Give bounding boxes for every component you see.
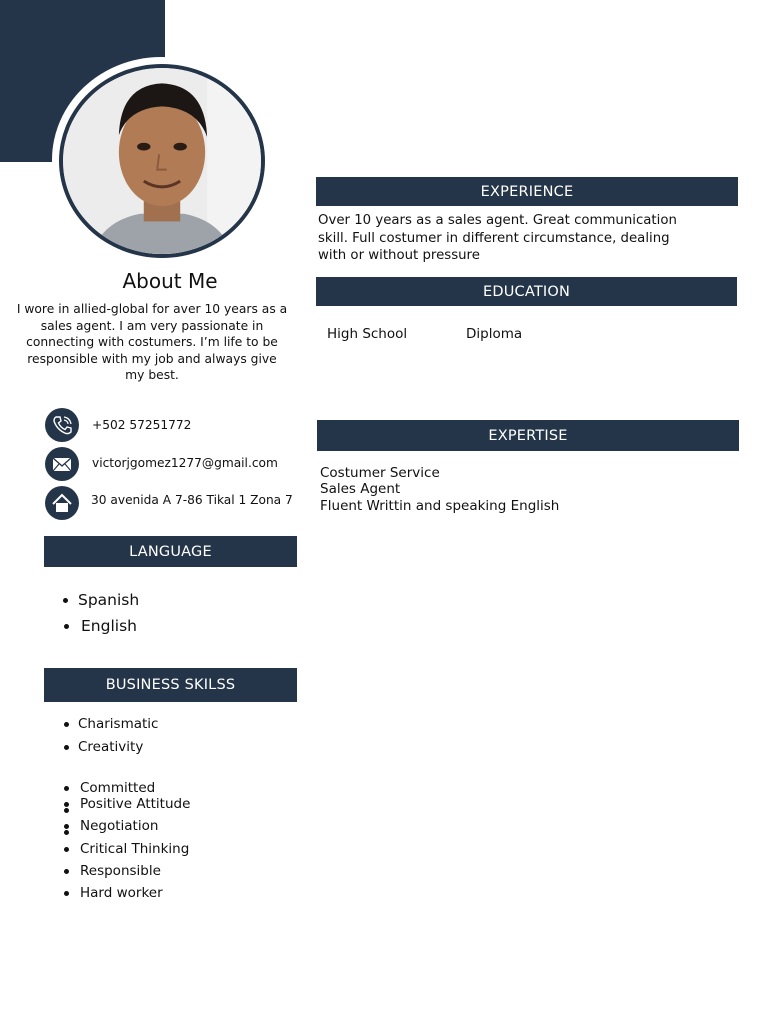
about-title: About Me — [122, 269, 218, 293]
profile-photo-illustration — [63, 68, 261, 254]
skill-item: Charismatic — [78, 716, 159, 732]
email-text: victorjgomez1277@gmail.com — [92, 456, 278, 470]
list-item — [64, 841, 189, 857]
bullet-icon — [63, 822, 70, 829]
business-skills-header: BUSINESS SKILSS — [44, 668, 297, 702]
list-item — [64, 796, 190, 812]
profile-photo — [59, 64, 265, 258]
phone-icon — [45, 408, 79, 442]
list-item — [64, 818, 158, 834]
skill-item: Hard worker — [80, 885, 163, 901]
education-school: High School — [327, 326, 408, 342]
list-item — [63, 591, 139, 609]
bullet-icon — [63, 743, 70, 750]
list-item — [64, 617, 137, 635]
expertise-header: EXPERTISE — [317, 420, 739, 451]
education-header: EDUCATION — [316, 277, 737, 306]
expertise-item: Sales Agent — [320, 481, 401, 498]
education-degree: Diploma — [466, 326, 523, 342]
skill-item: Critical Thinking — [80, 841, 190, 857]
bullet-icon — [63, 720, 70, 727]
skill-item: Negotiation — [80, 818, 159, 834]
skill-item: Responsible — [80, 863, 161, 879]
bullet-icon — [63, 784, 70, 791]
expertise-item: Costumer Service — [320, 465, 440, 481]
language-item: Spanish — [78, 591, 140, 609]
skill-item: Creativity — [78, 739, 144, 755]
expertise-item: Fluent Writtin and speaking English — [320, 497, 560, 514]
list-item — [64, 780, 155, 796]
experience-line: with or without pressure — [318, 248, 480, 263]
experience-header: EXPERIENCE — [316, 177, 738, 206]
bullet-icon — [62, 596, 69, 603]
phone-text: +502 57251772 — [92, 418, 192, 432]
list-item — [64, 716, 158, 732]
list-item — [64, 885, 163, 901]
experience-text — [318, 212, 718, 265]
bullet-icon — [63, 867, 70, 874]
email-icon — [45, 447, 79, 481]
expertise-list — [320, 465, 559, 514]
language-item: English — [81, 617, 137, 635]
skill-item: Positive Attitude — [80, 796, 191, 812]
list-item — [64, 739, 143, 755]
language-header: LANGUAGE — [44, 536, 297, 567]
skill-item: Committed — [80, 780, 156, 796]
bullet-icon — [63, 889, 70, 896]
about-text: I wore in allied-global for aver 10 years as a sales agent. I am very passionate in connecting with costumers. I’m life to be responsible with my job and always give my best. — [16, 302, 288, 383]
experience-line: skill. Full costumer in different circumstance, dealing — [318, 230, 670, 246]
bullet-icon — [63, 800, 70, 807]
address-text: 30 avenida A 7-86 Tikal 1 Zona 7 — [91, 493, 293, 507]
bullet-icon — [63, 622, 70, 629]
experience-line: Over 10 years as a sales agent. Great communication — [318, 213, 677, 228]
home-icon — [45, 486, 79, 520]
bullet-icon — [63, 845, 70, 852]
list-item — [64, 863, 161, 879]
